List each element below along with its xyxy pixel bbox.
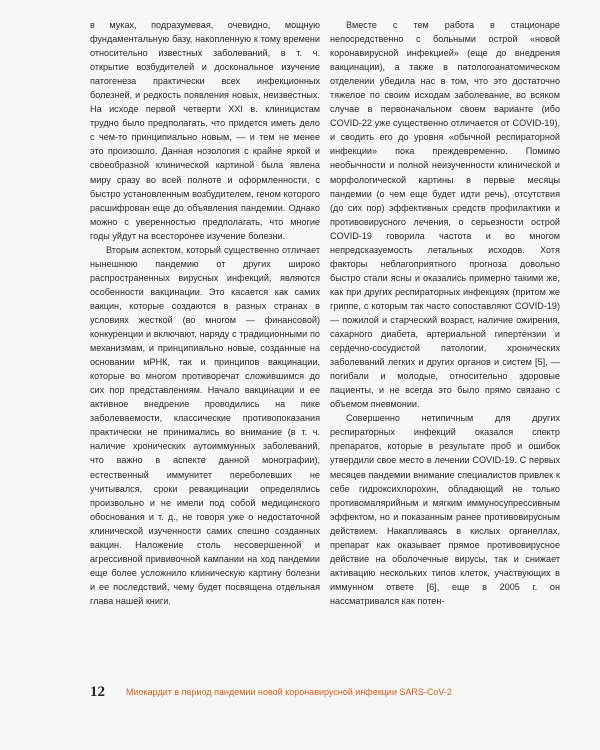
running-title: Миокардит в период пандемии новой коронавирусной инфекции SARS-CoV-2 [126,687,452,697]
paragraph: Вместе с тем работа в стационаре непосредственно с больными острой «новой коронавирусной инфекцией» (еще до внедрения вакцинации), а также в патологоанатомическом отделении убедила нас в том, что это достаточно тяжелое по своим исходам заболевание, во всяком случае в первоначальном своем варианте (ибо COVID-22 уже существенно отличается от COVID-19), и сводить его до уровня «обычной респираторной инфекции» пока преждевременно. Помимо необычности и полной неизученности клинической и морфологической картины в первые месяцы пандемии (о чем еще будет идти речь), отсутствия (до сих пор) эффективных средств профилактики и противовирусного лечения, о серьезности острой COVID-19 говорила частота и во многом непредсказуемость летальных исходов. Хотя факторы неблагоприятного прогноза довольно быстро стали ясны и оказались примерно такими же, как при других респираторных инфекциях (притом же гриппе, с которым так часто сопоставляют COVID-19) — пожилой и старческий возраст, наличие ожирения, сахарного диабета, артериальной гипертензии и сердечно-сосудистой патологии, хронических заболеваний легких и других органов и систем [5], — погибали и молодые, относительно здоровые пациенты, и не всегда это было прямо связано с объемом пневмонии. [330,20,560,410]
right-text-column [330,18,560,608]
paragraph: Совершенно нетипичным для других респираторных инфекций оказался спектр препаратов, которые в результате проб и ошибок утвердили свое место в лечении COVID-19. С первых месяцев пандемии внимание специалистов привлек к себе гидроксихлорохин, обладающий не только противомалярийным и мягким иммуносупрессивным эффектом, но и показанным ранее противовирусным действием. Накапливаясь в кислых органеллах, препарат как оказывает прямое противовирусное действие на оболочечные вирусы, так и снижает активацию нескольких типов клеток, участвующих в иммунном ответе [6], еще в 2005 г. он нассматривался как потен- [330,413,560,606]
page-number: 12 [90,684,105,700]
paragraph: Вторым аспектом, который существенно отличает нынешнюю пандемию от других широко распространенных вирусных инфекций, являются особенности вакцинации. Это касается как самих вакцин, которые создаются в разных странах в условиях жесткой (во многом — финансовой) конкуренции и включают, наряду с традиционными по механизмам, и принципиально новые, созданные на основании мРНК, так и принципов вакцинации, которые во многом противоречат сложившимся до сих пор представлениям. Начало вакцинации и ее активное внедрение проводились на пике заболеваемости, классические противопоказания практически не принимались во внимание (в т. ч. наличие хронических аутоиммунных заболеваний, что важно в аспекте данной монографии), естественный иммунитет переболевших не учитывался, сроки ревакцинации определялись произвольно и не имели под собой медицинского обоснования и т. д., не говоря уже о недостаточной клинической изученности самих спешно созданных вакцин. Наложение столь несовершенной и агрессивной прививочной кампании на ход пандемии еще более усложнило клиническую картину болезни и ее последствий, чему будет посвящена отдельная глава нашей книги. [90,244,320,606]
paragraph: в муках, подразумевая, очевидно, мощную фундаментальную базу, накопленную к тому времени относительно известных заболеваний, в т. ч. открытие возбудителей и доскональное изучение патогенеза практически всех инфекционных болезней, и редкость появления новых, неизвестных. На исходе первой четверти XXI в. клиницистам трудно было предполагать, что придется иметь дело с чем-то принципиально новым, — и тем не менее это произошло. Данная нозология с крайне яркой и своеобразной клинической картиной была явлена миру сразу во всей полноте и оформленности, с быстро установленным возбудителем, геном которого расшифрован еще до объявления пандемии. Однако можно с уверенностью предполагать, что многие годы уйдут на всесторонее изучение болезни. [90,20,320,241]
left-text-column [90,18,320,608]
page-footer [90,684,560,704]
